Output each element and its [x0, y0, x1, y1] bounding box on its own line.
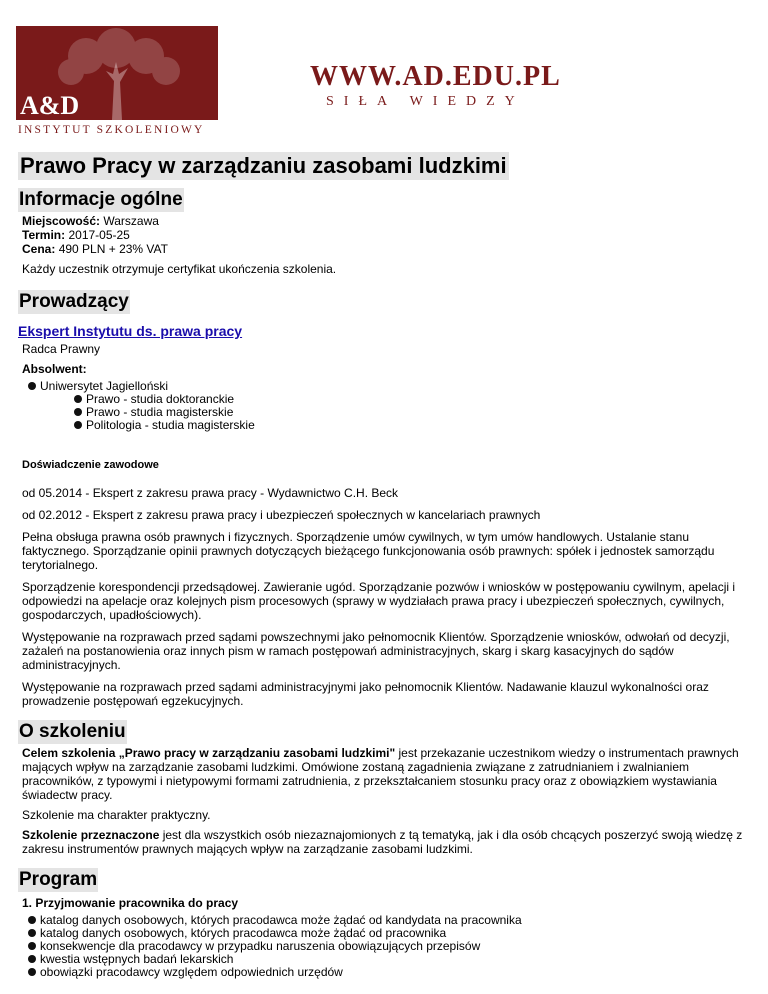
experience-entry: Występowanie na rozprawach przed sądami administracyjnymi jako pełnomocnik Klientów. Nadawanie klauzul wykonalności oraz prowadzenie postępowań egzekucyjnych. [22, 680, 709, 708]
bullet-icon [74, 395, 82, 403]
logo-initials: A&D [20, 91, 80, 120]
alumni-list [18, 380, 753, 432]
site-url[interactable]: WWW.AD.EDU.PL [310, 61, 561, 92]
date-row [18, 228, 753, 242]
alumni-label: Absolwent: [22, 362, 87, 376]
list-item: konsekwencje dla pracodawcy w przypadku naruszenia obowiązujących przepisów [28, 940, 753, 953]
experience-heading: Doświadczenie zawodowe [22, 459, 159, 471]
bullet-icon [28, 955, 36, 963]
trainer-role: Radca Prawny [22, 342, 101, 356]
experience-entry: Pełna obsługa prawna osób prawnych i fizycznych. Sporządzenie umów cywilnych, w tym umów handlowych. Ustalanie stanu faktycznego. Sporządzanie opinii prawnych dotyczących bieżącego funkcjonowania osób prawnych: spółek i jednostek samorządu terytorialnego. [22, 530, 715, 572]
location-value: Warszawa [103, 214, 159, 228]
list-item: katalog danych osobowych, których pracodawca może żądać od pracownika [28, 927, 753, 940]
page-header [0, 0, 768, 150]
list-item: Politologia - studia magisterskie [18, 419, 753, 432]
experience-entry: Występowanie na rozprawach przed sądami powszechnymi jako pełnomocnik Klientów. Sporządzenie wniosków, odwołań od decyzji, zażaleń na postanowienia oraz innych pism w ramach postępowań administracyjnych, skarg i skarg kasacyjnych do sądów administracyjnych. [22, 630, 730, 672]
program-section-title: 1. Przyjmowanie pracownika do pracy [22, 896, 239, 910]
program-section [18, 864, 753, 979]
about-audience: Szkolenie przeznaczone jest dla wszystkich osób niezaznajomionych z tą tematyką, jak i dla osób chcących poszerzyć swoją wiedzę z zakresu instrumentów prawnych mających wpływ na zarządzanie zasobami ludzkimi. [22, 828, 743, 856]
date-value: 2017-05-25 [68, 228, 130, 242]
logo-caption: Instytut Szkoleniowy [18, 124, 205, 136]
location-label: Miejscowość: [22, 214, 101, 228]
date-label: Termin: [22, 228, 66, 242]
list-item: Prawo - studia doktoranckie [18, 393, 753, 406]
list-item: katalog danych osobowych, których pracodawca może żądać od kandydata na pracownika [28, 914, 753, 927]
logo [16, 26, 218, 136]
about-section [18, 716, 753, 856]
bullet-icon [74, 421, 82, 429]
page-title: Prawo Pracy w zarządzaniu zasobami ludzkimi [20, 153, 507, 178]
price-value: 490 PLN + 23% VAT [58, 242, 168, 256]
bullet-icon [28, 916, 36, 924]
experience-entry: od 05.2014 - Ekspert z zakresu prawa pracy - Wydawnictwo C.H. Beck [22, 486, 399, 500]
site-tagline: SIŁA WIEDZY [326, 94, 525, 109]
list-item: Prawo - studia magisterskie [18, 406, 753, 419]
tree-logo-icon [16, 26, 218, 136]
site-branding [310, 61, 561, 110]
list-item: kwestia wstępnych badań lekarskich [28, 953, 753, 966]
trainer-section [18, 286, 753, 708]
trainer-heading: Prowadzący [19, 291, 129, 312]
list-item: obowiązki pracodawcy względem odpowiednich urzędów [28, 966, 753, 979]
list-item: Uniwersytet Jagielloński [18, 380, 753, 393]
info-heading: Informacje ogólne [19, 189, 183, 210]
experience-entry: od 02.2012 - Ekspert z zakresu prawa pracy i ubezpieczeń społecznych w kancelariach prawnych [22, 508, 541, 522]
trainer-name-link[interactable]: Ekspert Instytutu ds. prawa pracy [18, 323, 243, 339]
program-heading: Program [19, 869, 98, 890]
experience-entry: Sporządzenie korespondencji przedsądowej. Zawieranie ugód. Sporządzanie pozwów i wniosków w postępowaniu cywilnym, apelacji i odpowiedzi na apelacje oraz kolejnych pism procesowych (sprawy w wydziałach prawa pracy i ubezpieczeń społecznych, cywilnych, gospodarczych, upadłościowych). [22, 580, 736, 622]
price-row [18, 242, 753, 256]
about-heading: O szkoleniu [19, 721, 126, 742]
program-list [18, 914, 753, 979]
bullet-icon [28, 382, 36, 390]
bullet-icon [28, 968, 36, 976]
price-label: Cena: [22, 242, 56, 256]
bullet-icon [28, 942, 36, 950]
main-content [18, 152, 753, 979]
about-practical: Szkolenie ma charakter praktyczny. [22, 808, 211, 822]
info-section [18, 184, 753, 276]
about-goal: Celem szkolenia „Prawo pracy w zarządzaniu zasobami ludzkimi" jest przekazanie uczestnikom wiedzy o instrumentach prawnych mających wpływ na zarządzanie zasobami ludzkimi. Omówione zostaną zagadnienia związane z zatrudnianiem i zwalnianiem pracowników, z typowymi i nietypowymi formami zatrudnienia, z przekształcaniem stosunku pracy oraz z obowiązkiem wystawiania świadectw pracy. [22, 746, 739, 802]
certificate-note: Każdy uczestnik otrzymuje certyfikat ukończenia szkolenia. [22, 262, 337, 276]
location-row [18, 214, 753, 228]
bullet-icon [74, 408, 82, 416]
bullet-icon [28, 929, 36, 937]
